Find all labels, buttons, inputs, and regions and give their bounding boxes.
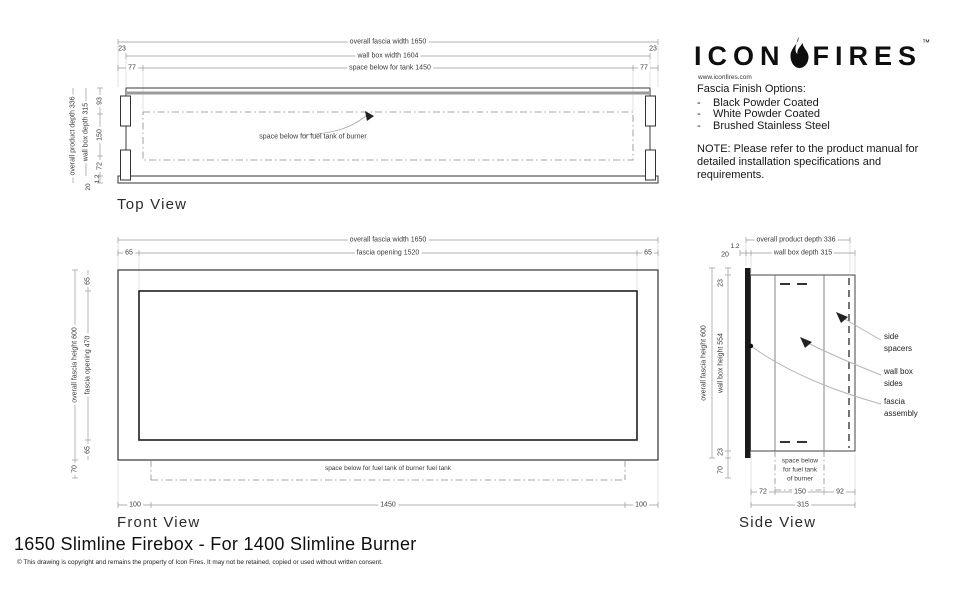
front-view-opening — [139, 291, 637, 440]
dim-top-wall-box-width: wall box width 1604 — [357, 52, 419, 60]
dim-side-col-mid: 150 — [794, 488, 806, 496]
top-view-spacer — [646, 150, 656, 180]
dim-side-depth-total: 315 — [797, 501, 809, 509]
side-view-leader-arrow — [836, 312, 848, 323]
drawing-title: 1650 Slimline Firebox - For 1400 Slimline Burner — [14, 534, 417, 554]
dim-top-edge-left: 23 — [118, 45, 126, 53]
dim-top-wall-box-depth: wall box depth 315 — [82, 102, 90, 162]
bullet-dash: - — [697, 96, 701, 109]
dim-top-tank-space: space below for tank 1450 — [349, 64, 431, 72]
dim-side-wall-box-depth: wall box depth 315 — [773, 249, 833, 257]
front-view-annotation: space below for fuel tank of burner fuel tank — [324, 464, 452, 472]
website-text: www.iconfires.com — [698, 74, 752, 81]
front-view-fascia-outline — [118, 270, 658, 460]
top-view-spacer — [121, 150, 131, 180]
dim-side-front-gap: 20 — [721, 251, 729, 259]
dim-top-edge-right: 23 — [649, 45, 657, 53]
top-view-spacer — [646, 96, 656, 126]
top-view-fascia-plate — [118, 176, 658, 183]
dim-side-col-back: 92 — [836, 488, 844, 496]
top-view-spacer — [121, 96, 131, 126]
options-heading: Fascia Finish Options: — [697, 83, 806, 95]
side-view-leader-line — [840, 316, 881, 340]
side-view-leader-line — [804, 341, 881, 375]
copyright-text: © This drawing is copyright and remains the property of Icon Fires. It may not be retained, copied or used without written consent. — [17, 559, 383, 566]
dim-top-overall-width: overall fascia width 1650 — [349, 38, 427, 46]
side-view-dimension-lines — [709, 237, 855, 508]
note-paragraph: NOTE: Please refer to the product manual for detailed installation specifications and requirements. — [697, 143, 919, 181]
fascia-finish-options — [697, 84, 929, 132]
flame-icon — [786, 36, 810, 75]
callout-side-spacers-line1: side — [884, 332, 899, 341]
option-label: Black Powder Coated — [713, 96, 819, 109]
callout-wall-box-sides — [884, 366, 913, 390]
logo-trademark: ™ — [922, 38, 931, 47]
dim-top-depth-back: 93 — [96, 97, 104, 105]
callout-fascia-assembly-line1: fascia — [884, 397, 905, 406]
side-view-leader-dot — [749, 344, 753, 348]
dim-front-margin-bottom: 65 — [84, 446, 92, 454]
top-view-drawing — [118, 88, 658, 183]
dim-front-base-left: 100 — [129, 501, 141, 509]
side-view-leader-line — [751, 346, 881, 404]
top-view-annotation: space below for fuel tank of burner — [259, 133, 367, 141]
callout-side-spacers-line2: spacers — [884, 344, 913, 353]
callout-fascia-assembly — [884, 396, 918, 420]
top-view-dimension-lines — [73, 39, 658, 183]
dim-front-base-right: 100 — [635, 501, 647, 509]
callout-side-spacers — [884, 331, 912, 355]
dim-front-margin-right: 65 — [644, 249, 652, 257]
side-view-wall-box — [751, 275, 856, 451]
bullet-dash: - — [697, 119, 701, 132]
side-view-label: Side View — [739, 514, 817, 531]
logo-icon-word: ICON — [694, 41, 786, 71]
option-label: White Powder Coated — [713, 108, 820, 120]
icon-fires-logo — [694, 36, 930, 77]
top-view-leader-arrow — [365, 111, 374, 121]
dim-side-wall-box-height: wall box height 554 — [717, 333, 725, 393]
side-view-annotation-line: for fuel tank — [783, 466, 817, 474]
dim-side-overall-height: overall fascia height 600 — [700, 325, 708, 401]
dim-top-fascia-gap: 1.2 — [93, 174, 101, 184]
dim-side-fascia-thickness: 1.2 — [730, 242, 740, 250]
dim-front-below-height: 70 — [71, 465, 79, 473]
side-view-tank-dashes — [780, 284, 807, 442]
dim-front-margin-top: 65 — [84, 277, 92, 285]
dim-top-depth-front: 72 — [96, 162, 104, 170]
top-view-wall-box — [126, 88, 650, 176]
top-view-tank-space-outline — [143, 112, 633, 160]
top-view-leader-line — [302, 115, 367, 135]
callout-fascia-assembly-line2: assembly — [884, 409, 918, 418]
top-view-label: Top View — [117, 196, 188, 213]
dim-front-overall-height: overall fascia height 600 — [71, 327, 79, 403]
callout-wall-box-sides-line2: sides — [884, 379, 903, 388]
option-item — [697, 121, 929, 133]
dim-side-below-height: 70 — [717, 466, 725, 474]
dim-side-margin-bottom: 23 — [717, 448, 725, 456]
side-view-annotation-line: space below — [781, 457, 819, 465]
front-view-drawing — [118, 270, 658, 480]
dim-front-margin-left: 65 — [125, 249, 133, 257]
side-view-annotation-line: of burner — [786, 475, 814, 483]
dim-side-overall-depth: overall product depth 336 — [756, 236, 836, 244]
dim-top-depth-mid: 150 — [96, 129, 104, 141]
dim-front-opening-height: fascia opening 470 — [84, 335, 92, 395]
side-view-leader-arrow — [800, 337, 812, 348]
dim-side-col-front: 72 — [759, 488, 767, 496]
callout-wall-box-sides-line1: wall box — [884, 367, 913, 376]
dim-front-overall-width: overall fascia width 1650 — [349, 236, 427, 244]
dim-top-fascia-depth: 20 — [84, 183, 92, 191]
dim-side-margin-top: 23 — [717, 279, 725, 287]
dim-top-overall-depth: overall product depth 336 — [69, 96, 77, 176]
dim-top-offset-right: 77 — [640, 64, 648, 72]
option-label: Brushed Stainless Steel — [713, 119, 830, 132]
dim-front-base-center: 1450 — [380, 501, 396, 509]
side-view-fascia-bar — [745, 268, 751, 458]
front-view-label: Front View — [117, 514, 201, 531]
option-item — [697, 109, 929, 121]
dim-front-opening-width: fascia opening 1520 — [356, 249, 420, 257]
dim-top-offset-left: 77 — [128, 64, 136, 72]
bullet-dash: - — [697, 108, 701, 120]
logo-fires-word: FIRES — [812, 41, 923, 71]
